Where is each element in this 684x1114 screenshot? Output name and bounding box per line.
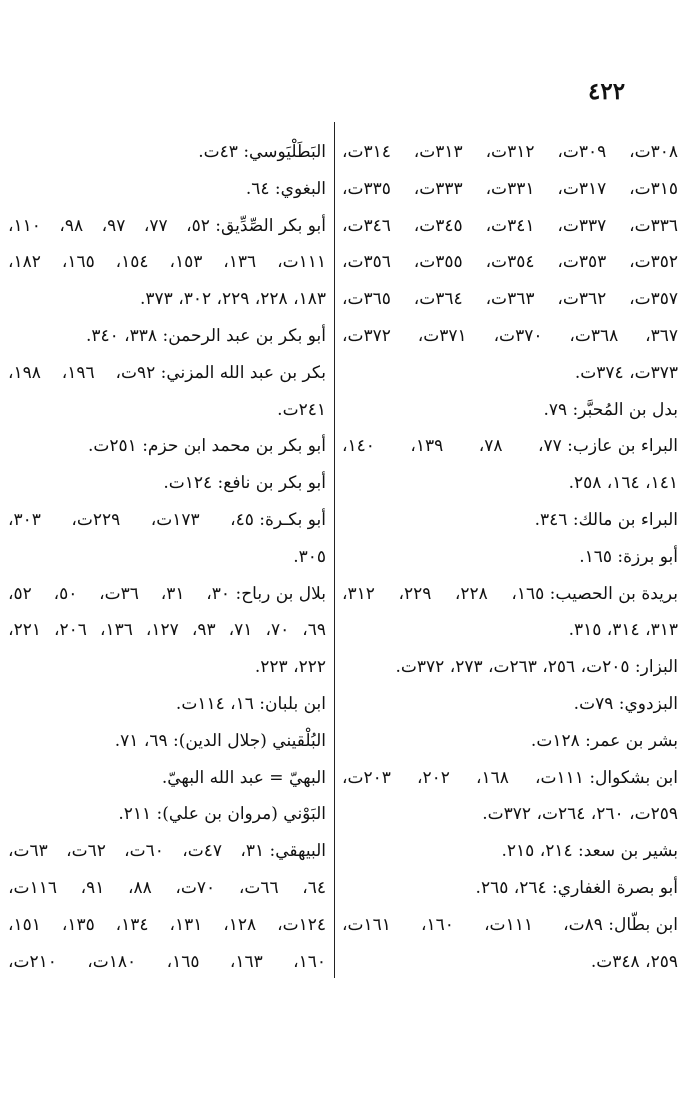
index-entry: بشير بن سعد: ٢١٤، ٢١٥. [501, 841, 678, 862]
index-reference: ٣٦٨ت، [569, 325, 619, 346]
index-reference: ١٣١، [169, 914, 203, 935]
index-entry [8, 502, 326, 539]
index-reference: ١٩٦، [61, 362, 95, 383]
index-reference: ٣٧١ت، [417, 325, 467, 346]
index-line [8, 870, 326, 907]
index-reference: ١٥١، [8, 914, 41, 935]
index-entry [342, 428, 678, 465]
index-reference: ٣٦ت، [99, 583, 139, 604]
index-reference: بريدة بن الحصيب: ١٦٥، [511, 583, 678, 604]
index-line: ٢٢٢، ٢٢٣. [254, 657, 326, 678]
index-reference: ٣٦٤ت، [413, 289, 463, 310]
index-reference: بكر بن عبد الله المزني: ٩٢ت، [115, 362, 326, 383]
index-reference: ابن بطّال: ٨٩ت، [563, 914, 678, 935]
index-reference: ٦٦ت، [238, 877, 279, 898]
index-reference: أبو بكـرة: ٤٥، [230, 509, 326, 530]
index-entry [342, 576, 678, 613]
index-reference: ٧٨، [478, 436, 503, 457]
index-entry: البَطَلْيَوسي: ٤٣ت. [198, 142, 326, 162]
index-reference: ١٦٣، [229, 951, 263, 972]
index-reference: ٢٢١، [8, 620, 41, 641]
index-reference: ١٣٦، [223, 252, 257, 273]
index-reference: البيهقي: ٣١، [240, 841, 326, 862]
index-reference: ١٧٣ت، [150, 509, 200, 530]
index-reference: ١٦٠، [421, 914, 454, 935]
index-entry: البُلْقيني (جلال الدين): ٦٩، ٧١. [114, 730, 326, 751]
index-reference: ٣٤٦ت، [342, 215, 391, 236]
index-reference: ٩٣، [191, 620, 216, 641]
index-line: ٢٥٩، ٣٤٨ت. [590, 951, 678, 972]
index-entry [8, 208, 326, 245]
index-line [8, 944, 326, 981]
index-entry [342, 760, 678, 797]
index-column-right [342, 134, 678, 980]
index-reference: ٣١، [160, 583, 185, 604]
index-reference: ٩٧، [101, 215, 126, 236]
index-reference: ٢١٠ت، [8, 951, 57, 972]
index-line [8, 907, 326, 944]
index-reference: ٣٠٩ت، [557, 142, 607, 162]
index-reference: ١٤٠، [342, 436, 375, 457]
index-reference: ٧١، [228, 620, 253, 641]
index-reference: ٣١٧ت، [557, 178, 607, 199]
index-reference: ١٣٤، [115, 914, 149, 935]
index-reference: ٣١٣ت، [413, 142, 463, 162]
page-number: ٤٢٢ [588, 78, 626, 105]
index-reference: ١٣٦، [99, 620, 133, 641]
index-reference: ٣١٤ت، [342, 142, 391, 162]
index-line [8, 244, 326, 281]
index-line: ٢٥٩ت، ٢٦٠، ٢٦٤ت، ٣٧٢ت. [482, 804, 678, 825]
index-reference: أبو بكر الصِّدِّيق: ٥٢، [186, 215, 326, 236]
index-reference: ١٨٠ت، [87, 951, 137, 972]
index-line [342, 244, 678, 281]
index-entry: بشر بن عمر: ١٢٨ت. [530, 730, 678, 751]
index-reference: ٦٤، [302, 877, 326, 898]
index-entry: البزدوي: ٧٩ت. [573, 693, 678, 714]
index-reference: ١٣٥، [61, 914, 95, 935]
index-reference: ٣٥٤ت، [485, 252, 535, 273]
index-reference: ٦٣ت، [8, 841, 48, 862]
index-line [342, 318, 678, 355]
index-reference: ١٦٨، [476, 767, 509, 788]
index-line [342, 134, 678, 171]
index-reference: ١٣٩، [410, 436, 444, 457]
index-reference: ١٥٤، [115, 252, 149, 273]
index-reference: ٦٠ت، [124, 841, 164, 862]
index-reference: ٣٥٣ت، [557, 252, 607, 273]
index-reference: ٣٧٢ت، [342, 325, 391, 346]
index-reference: ٥٠، [53, 583, 78, 604]
index-reference: ٧٠، [265, 620, 290, 641]
index-reference: ٣٣٥ت، [342, 178, 391, 199]
index-line: ١٨٣، ٢٢٨، ٢٢٩، ٣٠٢، ٣٧٣. [140, 289, 326, 310]
index-reference: ٣٠٨ت، [629, 142, 678, 162]
index-reference: ٢٠٢، [417, 767, 450, 788]
index-entry [8, 833, 326, 870]
index-reference: ٣٥٦ت، [342, 252, 391, 273]
column-divider [334, 122, 335, 978]
index-reference: ٣٦٣ت، [485, 289, 535, 310]
index-reference: ٣٦٥ت، [342, 289, 391, 310]
index-entry: البهيّ = عبد الله البهيّ. [161, 767, 326, 788]
index-reference: ٨٨، [128, 877, 152, 898]
index-entry: البغوي: ٦٤. [245, 178, 326, 199]
index-reference: ١٨٢، [8, 252, 41, 273]
index-reference: ابن بشكوال: ١١١ت، [535, 767, 678, 788]
index-reference: ١٦١ت، [342, 914, 391, 935]
index-reference: ٢٠٦، [54, 620, 87, 641]
index-reference: ٣٣٧ت، [557, 215, 607, 236]
index-reference: ٣٠٣، [8, 509, 41, 530]
index-reference: ٦٢ت، [66, 841, 106, 862]
index-reference: ١١١ت، [277, 252, 326, 273]
index-reference: ٣٣١ت، [485, 178, 535, 199]
index-reference: ٧٧، [143, 215, 168, 236]
index-reference: ٣٤٥ت، [413, 215, 463, 236]
index-reference: ٩١، [80, 877, 105, 898]
index-reference: ١٦٥، [61, 252, 95, 273]
index-reference: ٣٦٧، [645, 325, 678, 346]
index-reference: ٢٢٩، [398, 583, 432, 604]
index-reference: بلال بن رباح: ٣٠، [206, 583, 326, 604]
index-reference: ٣٧٠ت، [493, 325, 543, 346]
index-reference: ١٦٥، [166, 951, 200, 972]
index-reference: ٣٣٦ت، [629, 215, 678, 236]
index-entry [8, 576, 326, 613]
index-reference: ٢٠٣ت، [342, 767, 391, 788]
index-entry: ابن بلبان: ١٦، ١١٤ت. [175, 693, 326, 714]
index-reference: ٣١٢ت، [485, 142, 535, 162]
index-reference: ١١٠، [8, 215, 41, 236]
index-entry: البراء بن مالك: ٣٤٦. [534, 509, 678, 530]
index-reference: ٥٢، [8, 583, 32, 604]
index-entry: أبو بكر بن محمد ابن حزم: ٢٥١ت. [87, 436, 326, 457]
index-reference: ١٥٣، [169, 252, 203, 273]
index-entry [8, 355, 326, 392]
index-reference: ٣٣٣ت، [413, 178, 463, 199]
index-reference: ١٢٤ت، [277, 914, 326, 935]
index-entry: أبو برزة: ١٦٥. [579, 546, 678, 567]
index-reference: ٦٩، [302, 620, 326, 641]
index-line: ٣١٣، ٣١٤، ٣١٥. [568, 620, 678, 641]
index-reference: ٣١٢، [342, 583, 375, 604]
index-reference: ٣١٥ت، [629, 178, 678, 199]
index-reference: ١٦٠، [293, 951, 326, 972]
index-reference: ٣٥٢ت، [629, 252, 678, 273]
index-line [8, 612, 326, 649]
index-reference: ١١١ت، [484, 914, 533, 935]
index-reference: ١١٦ت، [8, 877, 57, 898]
index-entry: بدل بن المُحبَّر: ٧٩. [543, 399, 678, 420]
index-line: ١٤١، ١٦٤، ٢٥٨. [568, 473, 678, 494]
index-reference: ٣٦٢ت، [557, 289, 607, 310]
index-reference: ٢٢٨، [454, 583, 488, 604]
index-reference: ٤٧ت، [182, 841, 223, 862]
index-reference: ١٩٨، [8, 362, 41, 383]
index-entry: أبو بكر بن نافع: ١٢٤ت. [163, 473, 326, 494]
index-reference: ٢٢٩ت، [71, 509, 121, 530]
index-line [342, 171, 678, 208]
index-entry [342, 907, 678, 944]
index-reference: ١٢٧، [145, 620, 179, 641]
index-line [342, 208, 678, 245]
index-reference: ٩٨، [59, 215, 84, 236]
index-entry: البَوْني (مروان بن علي): ٢١١. [118, 804, 326, 825]
index-entry: أبو بكر بن عبد الرحمن: ٣٣٨، ٣٤٠. [85, 325, 326, 346]
index-reference: ١٢٨، [223, 914, 257, 935]
index-reference: ٣٥٥ت، [413, 252, 463, 273]
index-reference: ٣٤١ت، [485, 215, 535, 236]
index-line [342, 281, 678, 318]
index-reference: ٧٠ت، [175, 877, 216, 898]
index-column-left [8, 134, 326, 980]
index-line: ٢٤١ت. [277, 399, 326, 420]
index-entry: البزار: ٢٠٥ت، ٢٥٦، ٢٦٣ت، ٢٧٣، ٣٧٢ت. [395, 657, 678, 678]
index-reference: ٣٥٧ت، [629, 289, 678, 310]
index-line: ٣٧٣ت، ٣٧٤ت. [574, 362, 678, 383]
index-reference: البراء بن عازب: ٧٧، [537, 436, 678, 457]
index-line: ٣٠٥. [293, 546, 326, 567]
index-entry: أبو بصرة الغفاري: ٢٦٤، ٢٦٥. [475, 877, 678, 898]
